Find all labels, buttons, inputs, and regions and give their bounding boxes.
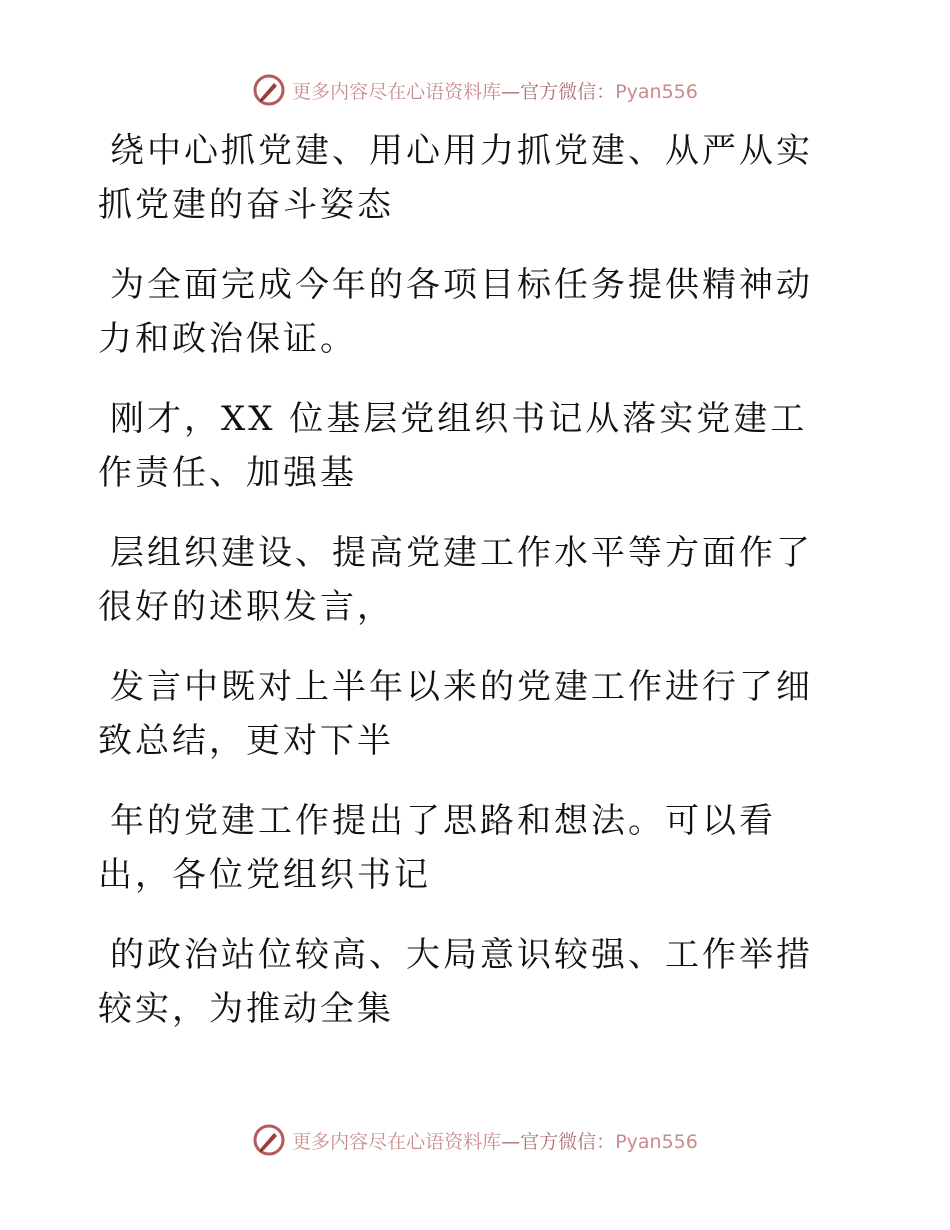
paragraph-4: 层组织建设、提高党建工作水平等方面作了很好的述职发言， bbox=[98, 533, 813, 627]
watermark-brand: 更多内容尽在心语资料库 bbox=[292, 1130, 502, 1153]
watermark-wechat-id: Pyan556 bbox=[615, 80, 698, 103]
pen-circle-logo-icon bbox=[252, 1123, 286, 1157]
watermark-wechat-id: Pyan556 bbox=[615, 1130, 698, 1153]
watermark-text bbox=[292, 77, 698, 104]
paragraph-7: 的政治站位较高、大局意识较强、工作举措较实，为推动全集 bbox=[98, 935, 813, 1029]
header-watermark bbox=[0, 70, 950, 110]
paragraph-5: 发言中既对上半年以来的党建工作进行了细致总结，更对下半 bbox=[98, 667, 813, 761]
watermark-separator: — bbox=[501, 80, 521, 103]
watermark-separator: — bbox=[501, 1130, 521, 1153]
watermark-brand: 更多内容尽在心语资料库 bbox=[292, 80, 502, 103]
paragraph-3: 刚才，XX 位基层党组织书记从落实党建工作责任、加强基 bbox=[98, 399, 808, 493]
paragraph-1: 绕中心抓党建、用心用力抓党建、从严从实抓党建的奋斗姿态 bbox=[98, 131, 813, 225]
watermark-wechat-label: 官方微信： bbox=[520, 80, 616, 103]
watermark-text bbox=[292, 1127, 698, 1154]
watermark-wechat-label: 官方微信： bbox=[520, 1130, 616, 1153]
paragraph-6: 年的党建工作提出了思路和想法。可以看出，各位党组织书记 bbox=[98, 801, 776, 895]
paragraph-2: 为全面完成今年的各项目标任务提供精神动力和政治保证。 bbox=[98, 265, 813, 359]
document-body bbox=[98, 124, 838, 1062]
footer-watermark bbox=[0, 1120, 950, 1160]
pen-circle-logo-icon bbox=[252, 73, 286, 107]
